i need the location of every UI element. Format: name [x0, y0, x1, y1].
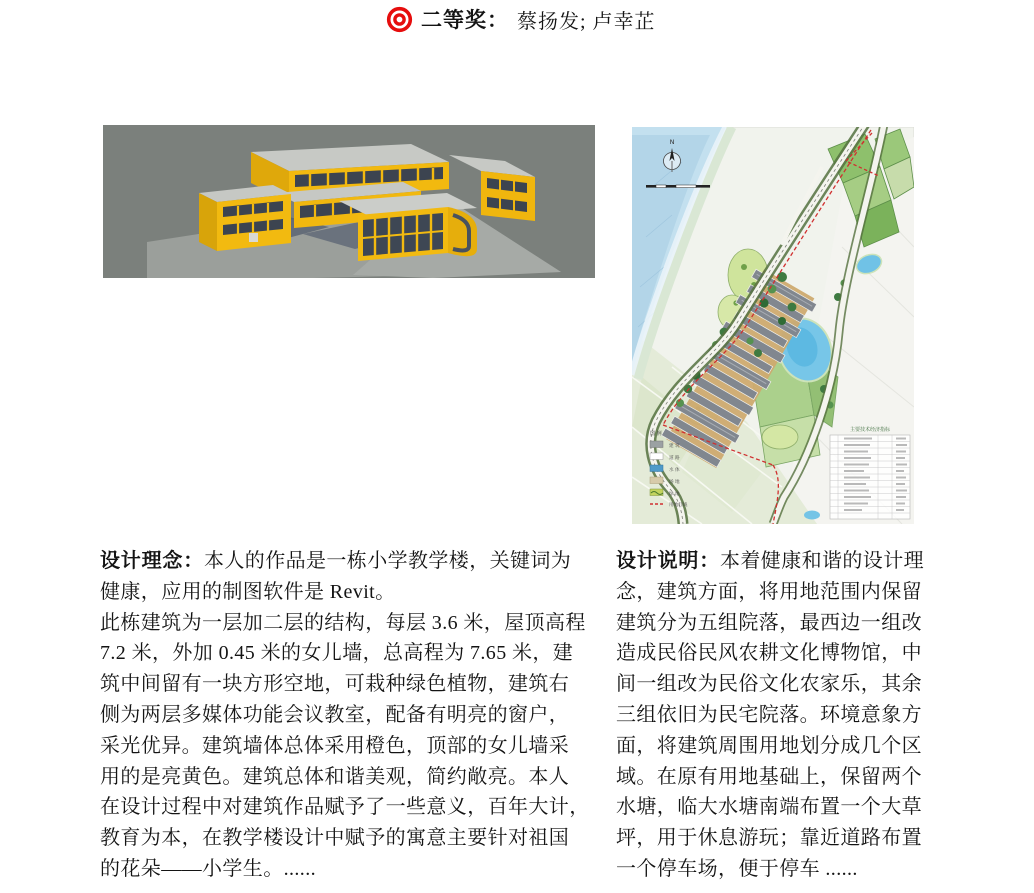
design-concept-text — [100, 546, 610, 885]
award-title: 二等奖： — [421, 8, 509, 32]
svg-text:N: N — [669, 138, 675, 146]
text-line: 用的是亮黄色。建筑总体和谐美观，简约敞亮。本人 — [100, 765, 570, 788]
text-line: 面，将建筑周围用地划分成几个区 — [616, 734, 922, 757]
text-line: 采光优异。建筑墙体总体采用橙色，顶部的女儿墙采 — [100, 734, 570, 757]
svg-text:用地红线: 用地红线 — [669, 503, 688, 508]
svg-text:主要技术经济指标: 主要技术经济指标 — [849, 427, 891, 433]
svg-text:建 筑: 建 筑 — [669, 444, 680, 449]
text-line: 一个停车场，便于停车 ...... — [616, 857, 858, 880]
text-line: 在设计过程中对建筑作品赋予了一些意义，百年大计， — [100, 796, 590, 819]
svg-text:绿 地: 绿 地 — [669, 492, 680, 497]
design-concept-heading: 设计理念： — [100, 550, 204, 572]
svg-text:图 例: 图 例 — [650, 431, 662, 437]
svg-text:道 路: 道 路 — [669, 456, 680, 461]
text-line: 侧为两层多媒体功能会议教室，配备有明亮的窗户， — [100, 703, 570, 726]
text-line: 间一组改为民俗文化农家乐，其余 — [616, 673, 922, 696]
svg-text:场 地: 场 地 — [669, 480, 680, 485]
design-description-text — [616, 546, 956, 885]
design-description-heading: 设计说明： — [616, 550, 720, 572]
award-winners: 蔡扬发; 卢幸芷 — [517, 10, 656, 33]
text-line: 健康，应用的制图软件是 Revit。 — [100, 580, 396, 603]
small-pond — [804, 511, 820, 520]
text-line: 三组依旧为民宅院落。环境意象方 — [616, 703, 922, 726]
text-line: 坪，用于休息游玩；靠近道路布置 — [616, 827, 922, 850]
text-line: 7.2 米，外加 0.45 米的女儿墙，总高程为 7.65 米，建 — [100, 642, 574, 665]
text-line: 的花朵——小学生。...... — [100, 857, 316, 880]
text-line: 域。在原有用地基础上，保留两个 — [616, 765, 922, 788]
bullseye-icon — [386, 6, 413, 33]
text-line: 教育为本，在教学楼设计中赋予的寓意主要针对祖国 — [100, 827, 570, 850]
text-line: 筑中间留有一块方形空地，可栽种绿色植物，建筑右 — [100, 673, 570, 696]
text-line: 建筑分为五组院落，最西边一组改 — [616, 611, 922, 634]
text-line: 念，建筑方面，将用地范围内保留 — [616, 580, 922, 603]
left-wing — [199, 185, 291, 251]
site-plan-illustration — [632, 127, 914, 524]
text-line: 设计说明：本着健康和谐的设计理 — [616, 550, 924, 572]
building-render-image — [103, 125, 595, 278]
text-line: 造成民俗民风农耕文化博物馆，中 — [616, 642, 922, 665]
building-render-illustration — [103, 125, 595, 278]
indicator-table — [830, 426, 910, 519]
scale-bar-icon — [646, 185, 710, 188]
text-line: 水塘，临大水塘南端布置一个大草 — [616, 796, 922, 819]
text-line: 此栋建筑为一层加二层的结构，每层 3.6 米，屋顶高程 — [100, 611, 586, 634]
svg-text:水 体: 水 体 — [669, 468, 680, 473]
award-header — [386, 3, 656, 35]
text-line: 设计理念：本人的作品是一栋小学教学楼，关键词为 — [100, 550, 572, 572]
site-plan-image — [632, 127, 914, 524]
right-wing — [339, 193, 477, 261]
